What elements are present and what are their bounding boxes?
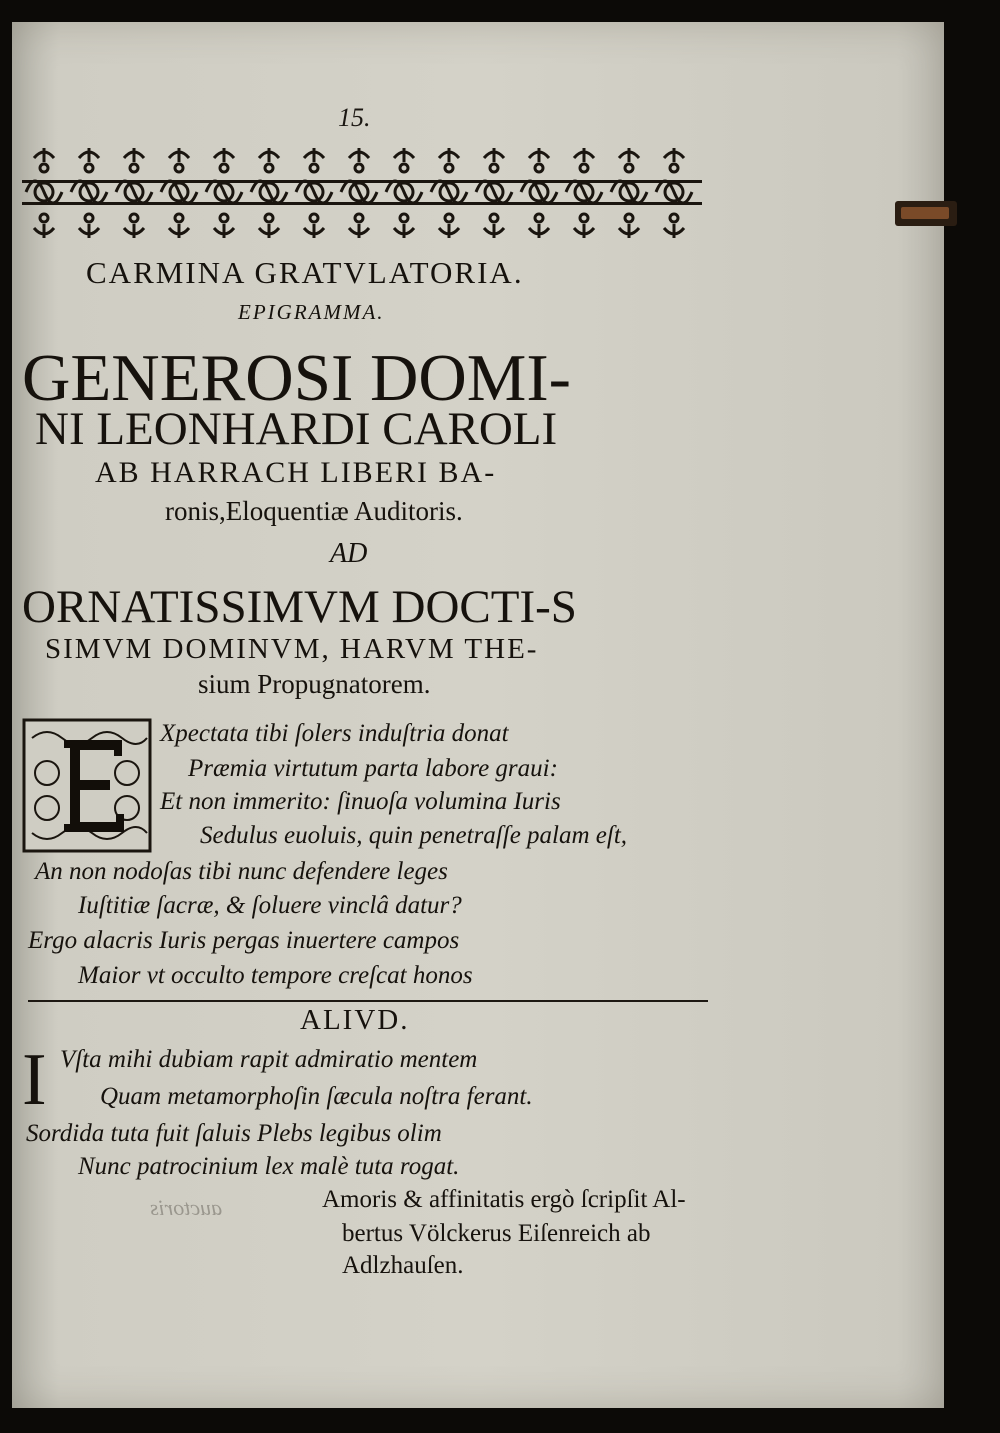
- dedication-line-3: AB HARRACH LIBERI BA-: [95, 456, 497, 489]
- aliud-line: Nunc patrocinium lex malè tuta rogat.: [78, 1153, 460, 1180]
- epigram-line: Xpectata tibi ſolers induſtria donat: [160, 720, 509, 747]
- dedication-line-4: ronis,Eloquentiæ Auditoris.: [165, 496, 463, 526]
- subtitle: EPIGRAMMA.: [238, 300, 385, 324]
- addressee-line-2: SIMVM DOMINVM, HARVM THE-: [45, 633, 539, 665]
- epigram-line: Et non immerito: ſinuoſa volumina Iuris: [160, 788, 561, 815]
- page-number: 15.: [338, 103, 371, 132]
- ornamental-header-band: [22, 140, 702, 245]
- aliud-line: Quam metamorphoſin ſæcula noſtra ferant.: [100, 1083, 533, 1110]
- title: CARMINA GRATVLATORIA.: [86, 255, 524, 290]
- addressee-line-3: sium Propugnatorem.: [198, 669, 431, 699]
- epigram-line: Maior vt occulto tempore creſcat honos: [78, 962, 473, 989]
- page-tab-marker: [895, 201, 957, 226]
- signature-line: Adlzhauſen.: [342, 1252, 464, 1279]
- section-divider: [28, 1000, 708, 1002]
- aliud-heading: ALIVD.: [300, 1004, 410, 1036]
- epigram-line: Sedulus euoluis, quin penetraſſe palam eſt,: [200, 822, 628, 849]
- ad-heading: AD: [330, 538, 368, 569]
- epigram-line: Præmia virtutum parta labore graui:: [188, 755, 558, 782]
- initial-i: I: [22, 1039, 47, 1121]
- aliud-line: Sordida tuta fuit ſaluis Plebs legibus olim: [26, 1120, 442, 1147]
- addressee-line-1: ORNATISSIMVM DOCTI-S: [22, 581, 577, 633]
- decorated-initial-e: [22, 718, 152, 853]
- show-through-text: auctoris: [150, 1195, 223, 1220]
- epigram-line: Iuſtitiæ ſacræ, & ſoluere vinclâ datur?: [78, 892, 462, 919]
- dedication-line-2: NI LEONHARDI CAROLI: [35, 403, 558, 455]
- aliud-line: Vſta mihi dubiam rapit admiratio mentem: [60, 1046, 478, 1073]
- epigram-line: An non nodoſas tibi nunc defendere leges: [35, 858, 448, 885]
- epigram-line: Ergo alacris Iuris pergas inuertere campos: [28, 927, 460, 954]
- signature-line: bertus Völckerus Eiſenreich ab: [342, 1220, 651, 1247]
- dedication-line-1: GENEROSI DOMI-: [22, 341, 571, 415]
- signature-line: Amoris & affinitatis ergò ſcripſit Al-: [322, 1186, 686, 1213]
